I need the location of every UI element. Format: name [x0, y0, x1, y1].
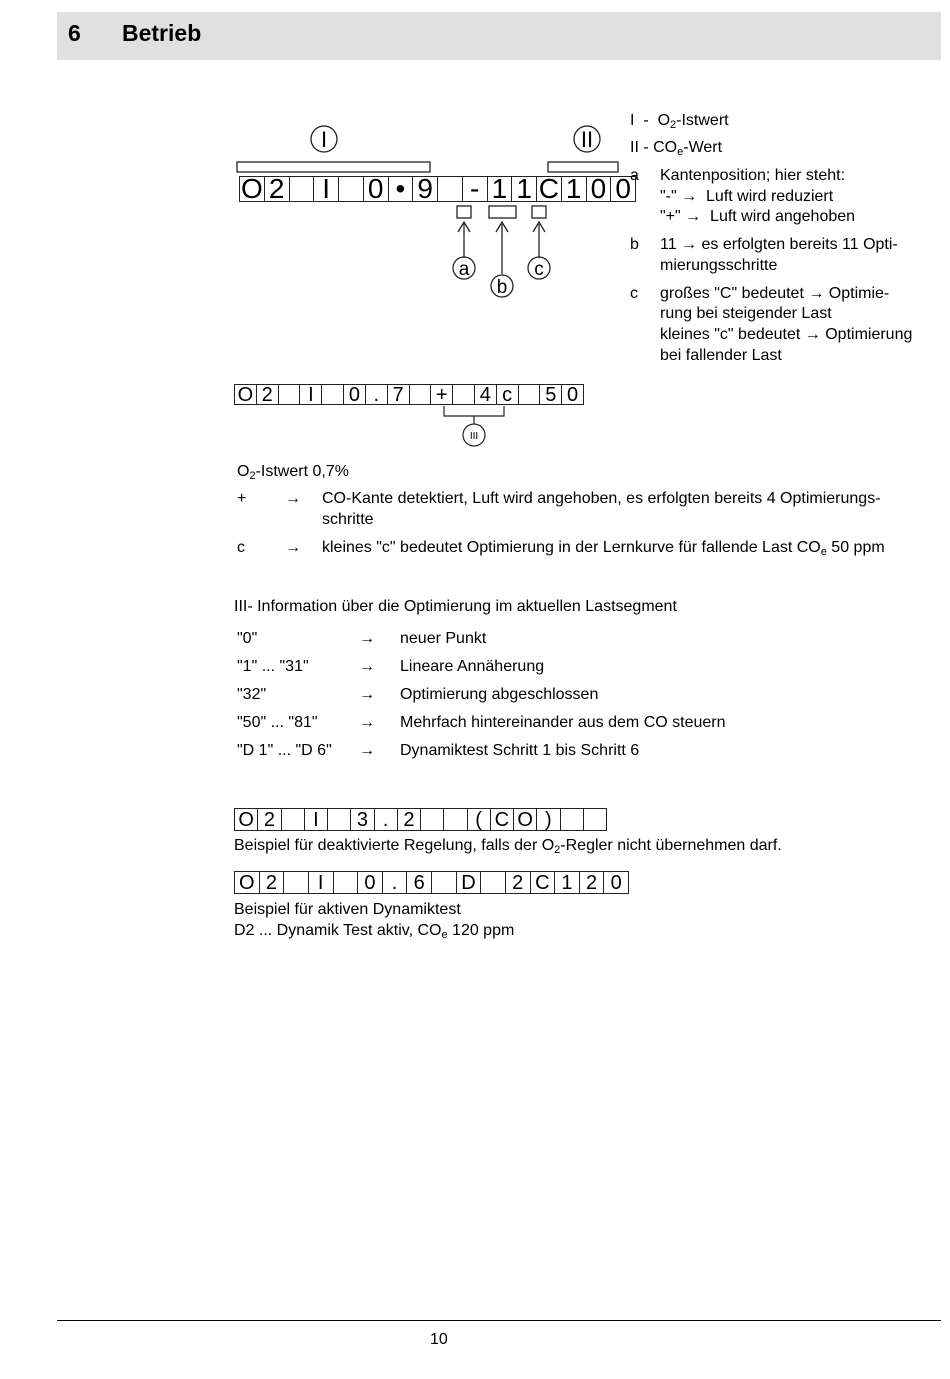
lcd-cell	[438, 177, 463, 201]
lcd-cell	[481, 872, 506, 893]
section-number: 6	[68, 20, 81, 46]
example1-plus-arrow: →	[285, 490, 301, 507]
example1-plus-line1: CO-Kante detektiert, Luft wird angehoben, es erfolgten bereits 4 Optimierungs-	[322, 490, 881, 507]
info-III-row-arrow: →	[359, 714, 375, 731]
legend-a-line3: "+" → Luft wird angehoben	[660, 208, 856, 225]
marker-c-text: c	[534, 259, 544, 280]
lcd-cell	[432, 872, 457, 893]
lcd-cell: (	[468, 809, 491, 830]
lcd-cell	[279, 385, 301, 404]
lcd-cell: )	[537, 809, 560, 830]
example1-c-arrow: →	[285, 539, 301, 556]
info-III-row-text: neuer Punkt	[400, 630, 487, 647]
display1-annotation-diagram	[230, 120, 630, 300]
info-III-row-text: Optimierung abgeschlossen	[400, 686, 599, 703]
lcd-cell: O	[235, 809, 258, 830]
legend-II: II - $CO_e$-Wert	[630, 139, 723, 158]
lcd-cell: O	[514, 809, 537, 830]
lcd-cell: C	[531, 872, 556, 893]
page-number: 10	[430, 1331, 448, 1348]
legend-b-key: b	[630, 236, 639, 253]
lcd-cell: 2	[258, 809, 281, 830]
example1-istwert: $O_2$-Istwert 0,7%	[237, 463, 349, 482]
lcd-cell	[339, 177, 364, 201]
display4-caption-line1: Beispiel für aktiven Dynamiktest	[234, 901, 461, 918]
info-III-row-code: "50" ... "81"	[237, 714, 318, 731]
lcd-cell: 1	[562, 177, 587, 201]
lcd-cell: 7	[388, 385, 410, 404]
lcd-cell	[519, 385, 541, 404]
lcd-cell: 2	[257, 385, 279, 404]
info-III-row-text: Lineare Annäherung	[400, 658, 545, 675]
info-III-row-arrow: →	[359, 630, 375, 647]
lcd-cell: C	[491, 809, 514, 830]
lcd-cell: -	[463, 177, 488, 201]
display3-lcd	[234, 808, 607, 831]
lcd-cell: 2	[260, 872, 285, 893]
lcd-cell	[290, 177, 315, 201]
legend-c-line1: großes "C" bedeutet → Optimie-	[660, 285, 890, 302]
info-III-row-arrow: →	[359, 742, 375, 759]
lcd-cell: 2	[580, 872, 605, 893]
lcd-cell: I	[314, 177, 339, 201]
lcd-cell	[328, 809, 351, 830]
lcd-cell: 0	[364, 177, 389, 201]
box-c	[532, 206, 546, 218]
lcd-cell	[282, 809, 305, 830]
lcd-cell: 2	[398, 809, 421, 830]
lcd-cell	[584, 809, 606, 830]
lcd-cell: 2	[506, 872, 531, 893]
example1-plus-key: +	[237, 490, 247, 507]
legend-c-line4: bei fallender Last	[660, 347, 782, 364]
lcd-cell: 1	[488, 177, 513, 201]
lcd-cell: I	[305, 809, 328, 830]
legend-c-line2: rung bei steigender Last	[660, 305, 832, 322]
lcd-cell: 1	[555, 872, 580, 893]
lcd-cell: 9	[413, 177, 438, 201]
lcd-cell: 2	[265, 177, 290, 201]
lcd-cell: O	[240, 173, 263, 204]
lcd-cell	[453, 385, 475, 404]
lcd-cell: D	[457, 872, 482, 893]
display3-caption: Beispiel für deaktivierte Regelung, falls der $O_2$-Regler nicht übernehmen darf.	[234, 837, 782, 856]
lcd-cell	[334, 872, 359, 893]
display1-lcd	[239, 173, 636, 204]
section-title: Betrieb	[122, 20, 202, 46]
lcd-cell: O	[235, 385, 257, 404]
bar-II	[548, 162, 618, 172]
marker-III-text: III	[469, 431, 479, 442]
legend-c-line3: kleines "c" bedeutet → Optimierung	[660, 326, 913, 343]
lcd-cell	[322, 385, 344, 404]
bar-I	[237, 162, 430, 172]
display2-bracket-III	[430, 404, 530, 452]
box-a	[457, 206, 471, 218]
marker-b-text: b	[496, 277, 508, 298]
box-b	[489, 206, 516, 218]
legend-b-line2: mierungsschritte	[660, 257, 778, 274]
lcd-cell: .	[366, 385, 388, 404]
info-III-heading: III- Information über die Optimierung im aktuellen Lastsegment	[234, 598, 677, 615]
lcd-cell: I	[309, 872, 334, 893]
lcd-cell: .	[383, 872, 408, 893]
info-III-row-code: "32"	[237, 686, 267, 703]
lcd-cell: 0	[587, 177, 612, 201]
legend-I: I - $O_2$-Istwert	[630, 112, 729, 131]
legend-a-key: a	[630, 167, 639, 184]
lcd-cell	[444, 809, 467, 830]
lcd-cell: 5	[540, 385, 562, 404]
display4-lcd	[234, 871, 629, 894]
info-III-row-arrow: →	[359, 686, 375, 703]
lcd-cell: 4	[475, 385, 497, 404]
lcd-cell: .	[375, 809, 398, 830]
legend-c-key: c	[630, 285, 638, 302]
info-III-row-arrow: →	[359, 658, 375, 675]
info-III-row-code: "0"	[237, 630, 258, 647]
lcd-cell: •	[389, 177, 414, 201]
lcd-cell	[561, 809, 584, 830]
marker-a-text: a	[458, 259, 470, 280]
lcd-cell: 0	[610, 871, 622, 894]
legend-a-line2: "-" → Luft wird reduziert	[660, 188, 834, 205]
lcd-cell: 0	[615, 173, 631, 204]
lcd-cell: O	[235, 872, 260, 893]
legend-b-line1: 11 → es erfolgten bereits 11 Opti-	[660, 236, 898, 253]
label-I-text: I	[320, 127, 328, 152]
info-III-row-code: "D 1" ... "D 6"	[237, 742, 332, 759]
example1-plus-line2: schritte	[322, 511, 374, 528]
lcd-cell: 1	[512, 177, 537, 201]
legend-a-line1: Kantenposition; hier steht:	[660, 167, 846, 184]
lcd-cell: 0	[358, 872, 383, 893]
display2-lcd	[234, 384, 584, 405]
lcd-cell: 3	[351, 809, 374, 830]
info-III-row-text: Mehrfach hintereinander aus dem CO steuern	[400, 714, 726, 731]
lcd-cell	[410, 385, 432, 404]
lcd-cell: 6	[407, 872, 432, 893]
lcd-cell: c	[497, 385, 519, 404]
lcd-cell	[284, 872, 309, 893]
lcd-cell: 0	[567, 383, 579, 406]
example1-c-text: kleines "c" bedeutet Optimierung in der Lernkurve für fallende Last $CO_e$ 50 ppm	[322, 539, 885, 558]
display4-caption-line2: D2 ... Dynamik Test aktiv, $CO_e$ 120 ppm	[234, 922, 515, 941]
example1-c-key: c	[237, 539, 245, 556]
footer-rule	[57, 1320, 941, 1321]
lcd-cell: I	[300, 385, 322, 404]
lcd-cell: C	[537, 177, 562, 201]
lcd-cell	[421, 809, 444, 830]
lcd-cell: 0	[344, 385, 366, 404]
info-III-row-text: Dynamiktest Schritt 1 bis Schritt 6	[400, 742, 640, 759]
lcd-cell: +	[431, 385, 453, 404]
info-III-row-code: "1" ... "31"	[237, 658, 309, 675]
label-II-text: II	[580, 127, 594, 152]
